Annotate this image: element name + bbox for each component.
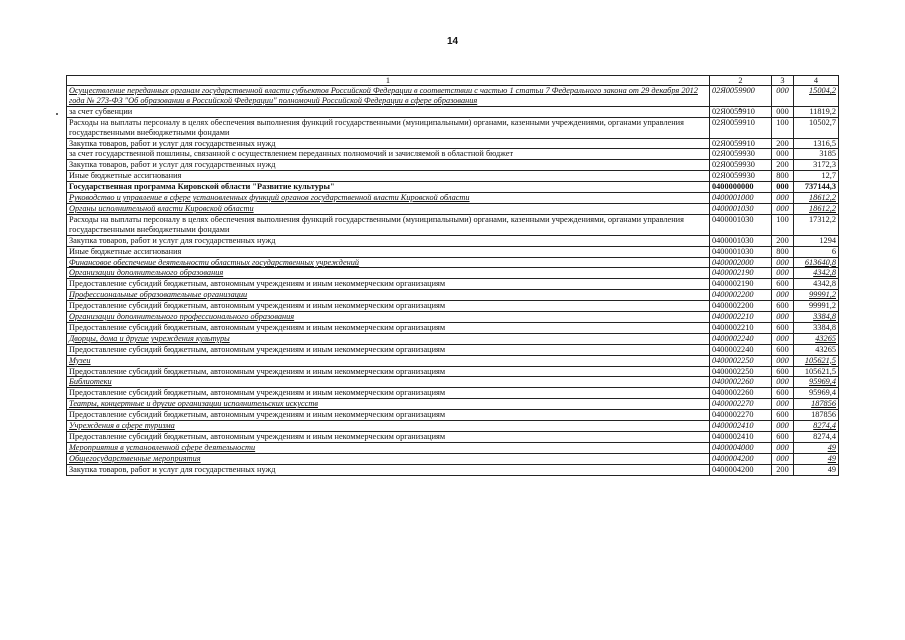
row-sum-cell: 99991,2 (794, 290, 839, 301)
row-sum-cell: 4342,8 (794, 268, 839, 279)
row-type-cell: 000 (772, 86, 794, 107)
row-sum-cell: 15004,2 (794, 86, 839, 107)
table-row (67, 453, 839, 464)
row-code-cell: 0400002200 (710, 301, 772, 312)
header-row (67, 76, 839, 86)
row-type-cell: 600 (772, 322, 794, 333)
table-row (67, 257, 839, 268)
row-type-cell: 600 (772, 410, 794, 421)
row-name-cell: Предоставление субсидий бюджетным, автономным учреждениям и иным некоммерческим организациям (67, 366, 710, 377)
row-type-cell: 800 (772, 171, 794, 182)
row-type-cell: 200 (772, 138, 794, 149)
table-row (67, 344, 839, 355)
row-type-cell: 200 (772, 160, 794, 171)
budget-table (66, 75, 839, 476)
table-row (67, 355, 839, 366)
row-type-cell: 000 (772, 290, 794, 301)
row-code-cell: 0400002270 (710, 410, 772, 421)
table-row (67, 86, 839, 107)
row-code-cell: 0400002250 (710, 355, 772, 366)
row-sum-cell: 6 (794, 246, 839, 257)
row-name-cell: Иные бюджетные ассигнования (67, 246, 710, 257)
row-code-cell: 0400002200 (710, 290, 772, 301)
row-code-cell: 0400001000 (710, 193, 772, 204)
table-row (67, 377, 839, 388)
row-name-cell: Закупка товаров, работ и услуг для государственных нужд (67, 235, 710, 246)
row-type-cell: 100 (772, 214, 794, 235)
row-code-cell: 02Я0059930 (710, 149, 772, 160)
row-name-cell: Дворцы, дома и другие учреждения культуры (67, 333, 710, 344)
table-row (67, 421, 839, 432)
row-name-cell: Государственная программа Кировской области "Развитие культуры" (67, 182, 710, 193)
row-code-cell: 0400001030 (710, 246, 772, 257)
row-type-cell: 000 (772, 149, 794, 160)
row-name-cell: Учреждения в сфере туризма (67, 421, 710, 432)
row-name-cell: Закупка товаров, работ и услуг для государственных нужд (67, 464, 710, 475)
row-code-cell: 02Я0059900 (710, 86, 772, 107)
row-type-cell: 600 (772, 366, 794, 377)
row-name-cell: Предоставление субсидий бюджетным, автономным учреждениям и иным некоммерческим организациям (67, 301, 710, 312)
row-type-cell: 600 (772, 432, 794, 443)
row-type-cell: 000 (772, 257, 794, 268)
row-name-cell: Предоставление субсидий бюджетным, автономным учреждениям и иным некоммерческим организациям (67, 388, 710, 399)
table-row (67, 246, 839, 257)
row-name-cell: Профессиональные образовательные организации (67, 290, 710, 301)
row-name-cell: Закупка товаров, работ и услуг для государственных нужд (67, 160, 710, 171)
row-type-cell: 000 (772, 106, 794, 117)
row-sum-cell: 10502,7 (794, 117, 839, 138)
row-code-cell: 0400000000 (710, 182, 772, 193)
row-type-cell: 000 (772, 333, 794, 344)
row-sum-cell: 3384,8 (794, 322, 839, 333)
row-sum-cell: 18612,2 (794, 193, 839, 204)
row-code-cell: 02Я0059910 (710, 117, 772, 138)
table-row (67, 410, 839, 421)
row-sum-cell: 99991,2 (794, 301, 839, 312)
row-sum-cell: 1316,5 (794, 138, 839, 149)
row-sum-cell: 187856 (794, 399, 839, 410)
table-body (67, 86, 839, 476)
row-type-cell: 100 (772, 117, 794, 138)
table-row (67, 235, 839, 246)
row-sum-cell: 11819,2 (794, 106, 839, 117)
row-code-cell: 0400002250 (710, 366, 772, 377)
row-sum-cell: 613640,8 (794, 257, 839, 268)
row-name-cell: Органы исполнительной власти Кировской области (67, 203, 710, 214)
table-row (67, 333, 839, 344)
table-row (67, 464, 839, 475)
row-sum-cell: 8274,4 (794, 421, 839, 432)
table-row (67, 322, 839, 333)
row-sum-cell: 105621,5 (794, 355, 839, 366)
row-name-cell: Расходы на выплаты персоналу в целях обеспечения выполнения функций государственными (муниципальными) органами, казенными учреждениями, органами управления государственными внебюджетными фондами (67, 117, 710, 138)
row-sum-cell: 1294 (794, 235, 839, 246)
table-row (67, 193, 839, 204)
row-name-cell: за счет государственной пошлины, связанной с осуществлением переданных полномочий и зачисляемой в областной бюджет (67, 149, 710, 160)
row-code-cell: 02Я0059930 (710, 160, 772, 171)
row-code-cell: 02Я0059910 (710, 106, 772, 117)
row-type-cell: 200 (772, 235, 794, 246)
row-sum-cell: 49 (794, 453, 839, 464)
table-row (67, 160, 839, 171)
row-name-cell: Общегосударственные мероприятия (67, 453, 710, 464)
header-col-3: 3 (772, 76, 794, 86)
row-code-cell: 0400002190 (710, 268, 772, 279)
margin-mark (56, 113, 58, 115)
row-name-cell: Финансовое обеспечение деятельности областных государственных учреждений (67, 257, 710, 268)
table-row (67, 149, 839, 160)
row-type-cell: 000 (772, 442, 794, 453)
row-sum-cell: 105621,5 (794, 366, 839, 377)
row-sum-cell: 187856 (794, 410, 839, 421)
row-code-cell: 0400002210 (710, 312, 772, 323)
row-name-cell: Театры, концертные и другие организации исполнительских искусств (67, 399, 710, 410)
table-row (67, 301, 839, 312)
row-name-cell: Музеи (67, 355, 710, 366)
row-code-cell: 0400002270 (710, 399, 772, 410)
header-col-4: 4 (794, 76, 839, 86)
row-code-cell: 0400004200 (710, 453, 772, 464)
row-name-cell: Мероприятия в установленной сфере деятельности (67, 442, 710, 453)
row-name-cell: Осуществление переданных органам государственной власти субъектов Российской Федерации в соответствии с частью 1 статьи 7 Федерального закона от 29 декабря 2012 года № 273-ФЗ "Об образовании в Российской Федерации" полномочий Российской Федерации в сфере образования (67, 86, 710, 107)
table-row (67, 442, 839, 453)
row-sum-cell: 18612,2 (794, 203, 839, 214)
row-sum-cell: 43265 (794, 333, 839, 344)
row-name-cell: Библиотеки (67, 377, 710, 388)
row-sum-cell: 4342,8 (794, 279, 839, 290)
row-type-cell: 200 (772, 464, 794, 475)
row-name-cell: Закупка товаров, работ и услуг для государственных нужд (67, 138, 710, 149)
row-code-cell: 0400004000 (710, 442, 772, 453)
row-sum-cell: 95969,4 (794, 377, 839, 388)
row-name-cell: Организации дополнительного образования (67, 268, 710, 279)
row-code-cell: 0400002260 (710, 377, 772, 388)
row-type-cell: 000 (772, 312, 794, 323)
header-col-2: 2 (710, 76, 772, 86)
row-type-cell: 000 (772, 453, 794, 464)
table-row (67, 182, 839, 193)
row-sum-cell: 3172,3 (794, 160, 839, 171)
table-row (67, 171, 839, 182)
row-code-cell: 0400002210 (710, 322, 772, 333)
row-sum-cell: 43265 (794, 344, 839, 355)
row-name-cell: Руководство и управление в сфере установленных функций органов государственной власти Кировской области (67, 193, 710, 204)
row-code-cell: 02Я0059910 (710, 138, 772, 149)
row-sum-cell: 3185 (794, 149, 839, 160)
row-code-cell: 0400002410 (710, 432, 772, 443)
row-name-cell: за счет субвенции (67, 106, 710, 117)
table-row (67, 312, 839, 323)
row-name-cell: Иные бюджетные ассигнования (67, 171, 710, 182)
table-row (67, 388, 839, 399)
row-sum-cell: 49 (794, 464, 839, 475)
row-code-cell: 0400001030 (710, 214, 772, 235)
table-row (67, 399, 839, 410)
row-code-cell: 02Я0059930 (710, 171, 772, 182)
table-row (67, 138, 839, 149)
row-code-cell: 0400001030 (710, 203, 772, 214)
table-row (67, 214, 839, 235)
row-name-cell: Предоставление субсидий бюджетным, автономным учреждениям и иным некоммерческим организациям (67, 279, 710, 290)
header-col-1: 1 (67, 76, 710, 86)
table-row (67, 366, 839, 377)
row-type-cell: 000 (772, 268, 794, 279)
row-name-cell: Предоставление субсидий бюджетным, автономным учреждениям и иным некоммерческим организациям (67, 322, 710, 333)
row-sum-cell: 8274,4 (794, 432, 839, 443)
row-type-cell: 000 (772, 399, 794, 410)
row-code-cell: 0400004200 (710, 464, 772, 475)
table-row (67, 432, 839, 443)
row-type-cell: 800 (772, 246, 794, 257)
row-type-cell: 000 (772, 203, 794, 214)
row-code-cell: 0400002260 (710, 388, 772, 399)
row-name-cell: Расходы на выплаты персоналу в целях обеспечения выполнения функций государственными (муниципальными) органами, казенными учреждениями, органами управления государственными внебюджетными фондами (67, 214, 710, 235)
page-number: 14 (446, 36, 459, 47)
row-type-cell: 600 (772, 279, 794, 290)
row-type-cell: 000 (772, 377, 794, 388)
row-code-cell: 0400002000 (710, 257, 772, 268)
row-sum-cell: 17312,2 (794, 214, 839, 235)
row-type-cell: 600 (772, 301, 794, 312)
table-row (67, 290, 839, 301)
row-sum-cell: 49 (794, 442, 839, 453)
row-type-cell: 000 (772, 355, 794, 366)
row-code-cell: 0400002240 (710, 344, 772, 355)
row-name-cell: Предоставление субсидий бюджетным, автономным учреждениям и иным некоммерческим организациям (67, 410, 710, 421)
row-type-cell: 000 (772, 193, 794, 204)
table-row (67, 203, 839, 214)
table-row (67, 279, 839, 290)
row-type-cell: 000 (772, 421, 794, 432)
row-name-cell: Предоставление субсидий бюджетным, автономным учреждениям и иным некоммерческим организациям (67, 344, 710, 355)
row-sum-cell: 3384,8 (794, 312, 839, 323)
row-sum-cell: 12,7 (794, 171, 839, 182)
row-type-cell: 000 (772, 182, 794, 193)
table-row (67, 268, 839, 279)
row-type-cell: 600 (772, 388, 794, 399)
row-code-cell: 0400001030 (710, 235, 772, 246)
row-code-cell: 0400002410 (710, 421, 772, 432)
row-name-cell: Предоставление субсидий бюджетным, автономным учреждениям и иным некоммерческим организациям (67, 432, 710, 443)
table-row (67, 117, 839, 138)
table-row (67, 106, 839, 117)
row-sum-cell: 95969,4 (794, 388, 839, 399)
row-code-cell: 0400002240 (710, 333, 772, 344)
row-type-cell: 600 (772, 344, 794, 355)
row-sum-cell: 737144,3 (794, 182, 839, 193)
row-name-cell: Организации дополнительного профессионального образования (67, 312, 710, 323)
row-code-cell: 0400002190 (710, 279, 772, 290)
